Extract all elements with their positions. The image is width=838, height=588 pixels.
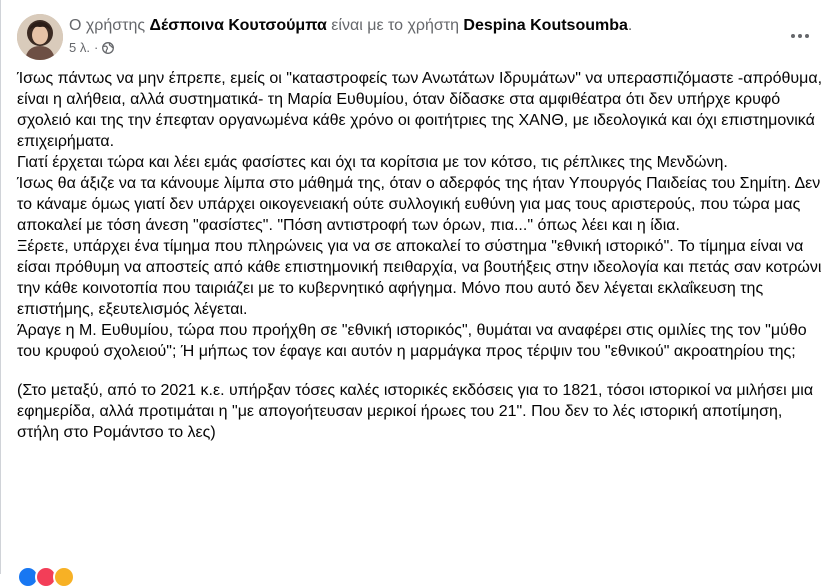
post-note: (Στο μεταξύ, από το 2021 κ.ε. υπήρξαν τόσες καλές ιστορικές εκδόσεις για το 1821, τόσοι ιστορικοί να μιλήσει μια εφημερίδα, αλλά προτιμάται η "με απογοήτευσαν μερικοί ήρωες του 21". Που δεν το λές ιστορική αποτίμηση, στήλη στο Ρομάντσο το λες) <box>17 382 814 441</box>
post-timestamp[interactable]: 5 λ. <box>69 40 90 55</box>
haha-reaction-icon <box>53 566 75 588</box>
post-paragraph: Ίσως πάντως να μην έπρεπε, εμείς οι "καταστροφείς των Ανωτάτων Ιδρυμάτων" να υπερασπιζόμαστε -απρόθυμα, είναι η αλήθεια, αλλά συστηματικά- τη Μαρία Ευθυμίου, όταν δίδασκε στα αμφιθέατρα ότι δεν υπήρχε κρυφό σχολειό και της την έπεφταν οργανωμένα κάθε χρόνο οι φοιτήτριες της ΧΑΝΘ, με ιδεολογικά και όχι επιστημονικά επιχειρήματα. <box>17 70 823 150</box>
author-name-link[interactable]: Δέσποινα Κουτσούμπα <box>149 17 327 34</box>
title-prefix: Ο χρήστης <box>69 17 146 34</box>
post-header <box>17 12 822 60</box>
post-body <box>17 68 827 443</box>
meta-separator: · <box>93 40 99 55</box>
post-paragraph: Ξέρετε, υπάρχει ένα τίμημα που πληρώνεις για να σε αποκαλεί το σύστημα "εθνική ιστορικό". Το τίμημα είναι να είσαι πρόθυμη να αποστείς από κάθε επιστημονική πειθαρχία, να βουτήξεις στην ιδεολογία και πετάς σαν κοτρώνι την κάθε κοινοτοπία που ταιριάζει με το κυβερνητικό αφήγημα. Μόνο που αυτό δεν λέγεται εκλαΐκευση της επιστήμης, εξευτελισμός λέγεται. <box>17 238 822 318</box>
post-title-line <box>69 16 782 36</box>
post-meta <box>69 40 782 56</box>
title-suffix: . <box>627 17 633 34</box>
post-paragraph: Άραγε η Μ. Ευθυμίου, τώρα που προήχθη σε "εθνική ιστορικός", θυμάται να αναφέρει στις ομιλίες της τον "μύθο του κρυφού σχολειού"; Ή μήπως τον έφαγε και αυτόν η μαρμάγκα προς τέρψιν του "εθνικού" ακροατηρίου της; <box>17 322 807 360</box>
author-avatar[interactable] <box>17 14 63 60</box>
more-options-icon[interactable] <box>782 24 818 48</box>
post-paragraph: Ίσως θα άξιζε να τα κάνουμε λίμπα στο μάθημά της, όταν ο αδερφός της ήταν Υπουργός Παιδείας του Σημίτη. Δεν το κάναμε όμως γιατί δεν υπάρχει οικογενειακή ούτε συλλογική ευθύνη για μας τους αριστερούς, που τώρα μας αποκαλεί με τόση άνεση "φασίστες". "Πόση αντιστροφή των όρων, πια..." όπως λέει και η ίδια. <box>17 175 821 234</box>
globe-icon[interactable] <box>102 42 114 54</box>
tagged-user-link[interactable]: Despina Koutsoumba <box>463 17 628 34</box>
reactions-row[interactable] <box>17 566 71 588</box>
title-middle: είναι με το χρήστη <box>331 17 459 34</box>
post-paragraph: Γιατί έρχεται τώρα και λέει εμάς φασίστες και όχι τα κορίτσια με τον κότσο, τις ρέπλικες της Μενδώνη. <box>17 154 728 171</box>
header-text <box>69 16 782 56</box>
